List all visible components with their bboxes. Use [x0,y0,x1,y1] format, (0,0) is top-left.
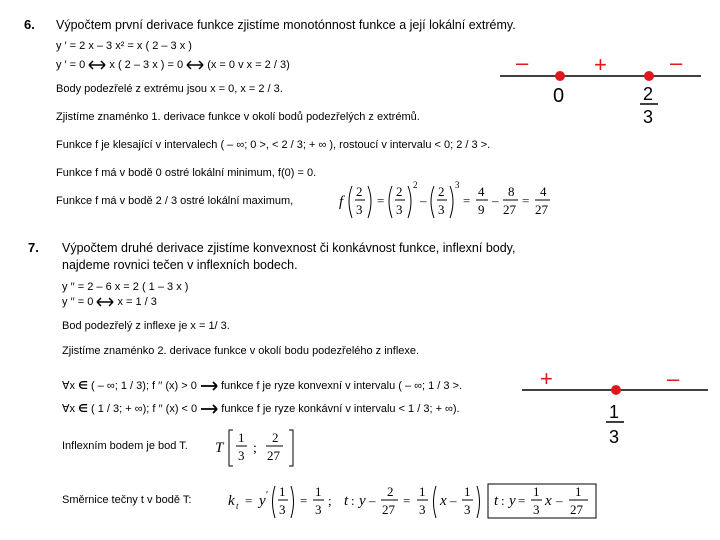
c-num: 2 [387,484,394,499]
r2-den: 27 [503,202,516,217]
equivalence-arrow-icon [186,60,204,70]
inflex-point-formula [213,424,308,470]
cube-base-den: 3 [438,202,445,217]
extreme-suspects: Body podezřelé z extrému jsou x = 0, x = 2 / 3. [56,83,283,95]
concavity-statement [62,402,460,416]
equivalence-arrow-icon [88,60,106,70]
x-symbol: x [440,493,447,509]
svg-text:;: ; [328,493,332,508]
svg-text::: : [351,493,355,508]
svg-text:=: = [300,493,308,508]
svg-text:=: = [377,193,385,208]
concave-result: funkce f je ryze konkávní v intervalu < 1 / 3; + ∞). [221,403,460,415]
sign-minus-right: – [667,370,680,391]
section-6-heading: Výpočtem první derivace funkce zjistíme monotónnost funkce a její lokální extrémy. [56,18,516,32]
y-num: 2 [272,430,279,445]
inflex-suspect: Bod podezřelý z inflexe je x = 1/ 3. [62,320,230,332]
section-7-heading-line1: Výpočtem druhé derivace zjistíme konvexnost či konkávnost funkce, inflexní body, [62,241,516,255]
point-num: 1 [609,402,620,422]
y-den: 27 [267,448,280,463]
implies-arrow-icon [200,381,218,391]
element-of-icon: ∈ [78,403,88,415]
f-den: 27 [570,502,583,517]
a-den: 3 [279,502,286,517]
e-den: 3 [464,502,471,517]
r1-den: 9 [478,202,485,217]
eq2-left: y ′′ = 0 [62,296,94,308]
svg-text:=: = [518,493,526,508]
svg-text:′: ′ [266,490,269,501]
k-sub: t [236,501,239,511]
arg-den: 3 [356,202,363,217]
concave-condition: ( 1 / 3; + ∞); f ′′ (x) < 0 [91,403,198,415]
x-result: x [545,493,552,509]
section-6-number: 6. [24,17,35,32]
d-num: 1 [419,484,426,499]
convex-condition: ( – ∞; 1 / 3); f ′′ (x) > 0 [91,380,197,392]
point-zero-label: 0 [553,85,565,107]
svg-text::: : [501,493,505,508]
f-symbol: f [339,194,344,210]
cube-base-num: 2 [438,184,445,199]
b-num: 1 [315,484,322,499]
b-num-result: 1 [533,484,540,499]
section-7-heading-line2: najdeme rovnici tečen v inflexních bodech. [62,258,298,272]
svg-text:=: = [245,493,253,508]
svg-text:=: = [463,193,471,208]
maximum-statement: Funkce f má v bodě 2 / 3 ostré lokální maximum, [56,195,294,207]
implies-arrow-icon [200,404,218,414]
sign-check-1: Zjistíme znaménko 1. derivace funkce v okolí bodů podezřelých z extrémů. [56,111,420,123]
x-num: 1 [238,430,245,445]
inflex-point-label: Inflexním bodem je bod T. [62,440,188,452]
c-den: 27 [382,502,395,517]
r2-num: 8 [508,184,515,199]
tangent-slope-label: Směrnice tečny t v bodě T: [62,494,192,506]
point-den: 3 [609,427,620,447]
svg-text:=: = [522,193,530,208]
forall-x: ∀x [62,380,76,392]
sign-plus-mid: + [594,52,607,77]
e-num: 1 [464,484,471,499]
section-7-number: 7. [28,240,39,255]
b-den-result: 3 [533,502,540,517]
x-den: 3 [238,448,245,463]
t-result: t [494,493,499,509]
y-symbol: y [359,493,366,509]
svg-text:–: – [492,193,499,208]
d-den: 3 [419,502,426,517]
svg-text:=: = [403,493,411,508]
eq2-right: x = 1 / 3 [117,296,157,308]
point2-den: 3 [643,107,654,127]
second-derivative-zero [62,295,157,309]
tangent-formula [226,478,714,524]
res-den: 27 [535,202,548,217]
cube-exp: 3 [455,180,460,190]
b-den: 3 [315,502,322,517]
eq-mid: x ( 2 – 3 x ) = 0 [109,59,184,71]
point-one-third-dot [611,385,621,395]
element-of-icon: ∈ [78,380,88,392]
point2-num: 2 [643,84,654,104]
sign-minus-left: – [516,50,529,75]
y-symbol: y [259,493,266,509]
sign-minus-right: – [670,50,683,75]
minimum-statement: Funkce f má v bodě 0 ostré lokální minimum, f(0) = 0. [56,167,317,179]
eq-right: (x = 0 v x = 2 / 3) [207,59,290,71]
monotony-statement: Funkce f je klesající v intervalech ( – ∞; 0 >, < 2 / 3; + ∞ ), rostoucí v intervalu < 0; 2 / 3 >. [56,139,491,151]
r1-num: 4 [478,184,485,199]
sq-exp: 2 [413,180,418,190]
svg-text:–: – [369,493,376,508]
sign-line-first-derivative [498,50,703,130]
convexity-statement [62,379,462,393]
arg-num: 2 [356,184,363,199]
sq-base-num: 2 [396,184,403,199]
svg-text:–: – [556,493,563,508]
a-num: 1 [279,484,286,499]
sq-base-den: 3 [396,202,403,217]
svg-text:–: – [420,193,427,208]
sign-plus-left: + [540,370,553,391]
T-symbol: T [215,440,224,456]
forall-x: ∀x [62,403,76,415]
res-num: 4 [540,184,547,199]
first-derivative-zero [56,58,290,72]
sign-line-second-derivative [520,370,710,452]
first-derivative: y ′ = 2 x – 3 x² = x ( 2 – 3 x ) [56,40,192,52]
equivalence-arrow-icon [96,297,114,307]
eq-left: y ′ = 0 [56,59,86,71]
svg-text:–: – [450,493,457,508]
k-symbol: k [228,493,235,509]
t-symbol: t [344,493,349,509]
y-result: y [509,493,516,509]
point-two-thirds-dot [644,71,654,81]
second-derivative: y ′′ = 2 – 6 x = 2 ( 1 – 3 x ) [62,281,189,293]
maximum-formula [336,176,556,226]
point-zero-dot [555,71,565,81]
convex-result: funkce f je ryze konvexní v intervalu ( – ∞; 1 / 3 >. [220,380,463,392]
separator: ; [253,441,257,456]
sign-check-2: Zjistíme znaménko 2. derivace funkce v okolí bodu podezřelého z inflexe. [62,345,420,357]
f-num: 1 [575,484,582,499]
